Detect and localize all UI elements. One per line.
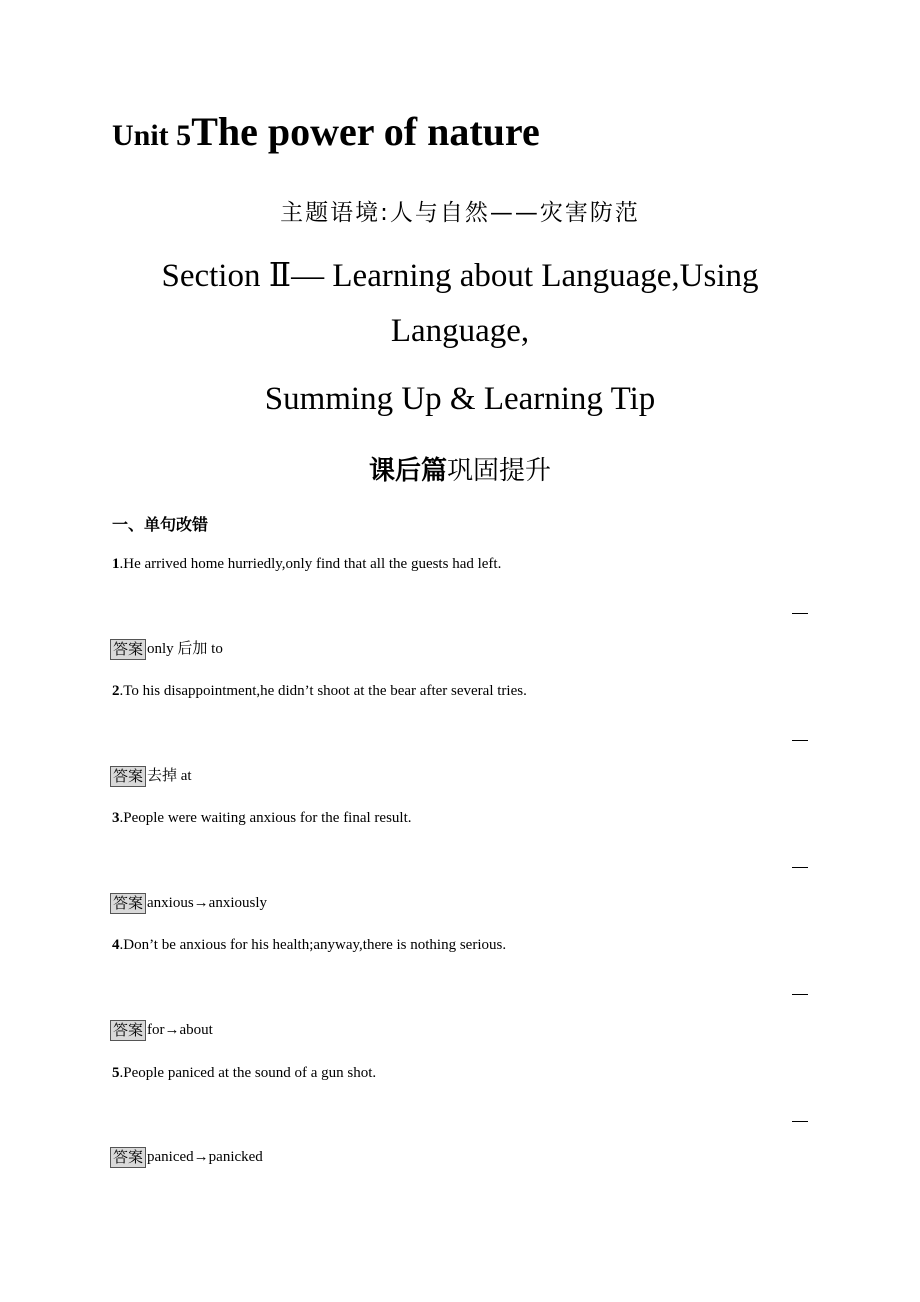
question-item [112, 557, 501, 572]
part-title: 一、单句改错 [112, 515, 209, 534]
exercise-heading-bold: 课后篇 [368, 456, 447, 486]
section-title-line-1: Section Ⅱ— Learning about Language,Using [161, 258, 759, 294]
answer-text: 去掉 at [147, 768, 192, 784]
answer-tag: 答案 [110, 639, 146, 660]
answer-text: only 后加 to [147, 641, 223, 657]
question-item [112, 1066, 376, 1081]
question-item [112, 938, 506, 953]
answer-row [110, 1020, 213, 1041]
question-text: .People were waiting anxious for the final result. [119, 810, 412, 826]
section-title-line-2: Language, [390, 313, 530, 349]
question-number: 5 [112, 1065, 120, 1081]
question-number: 2 [112, 683, 120, 699]
question-text: .To his disappointment,he didn’t shoot at the bear after several tries. [119, 683, 527, 699]
answer-blank-mark [792, 740, 808, 741]
answer-tag: 答案 [110, 893, 146, 914]
question-item [112, 811, 412, 826]
answer-blank-mark [792, 867, 808, 868]
answer-tag: 答案 [110, 1147, 146, 1168]
answer-text: for→about [147, 1022, 213, 1038]
question-text: .He arrived home hurriedly,only find that all the guests had left. [119, 556, 502, 572]
answer-row [110, 1147, 263, 1168]
answer-blank-mark [792, 1121, 808, 1122]
answer-text: anxious→anxiously [147, 895, 268, 911]
unit-title [112, 109, 540, 154]
answer-row [110, 766, 192, 787]
answer-blank-mark [792, 994, 808, 995]
answer-row [110, 639, 223, 660]
unit-number: Unit 5 [112, 119, 192, 152]
answer-blank-mark [792, 613, 808, 614]
answer-row [110, 893, 267, 914]
theme-context: 主题语境:人与自然——灾害防范 [280, 200, 640, 226]
question-item [112, 684, 527, 699]
answer-tag: 答案 [110, 766, 146, 787]
unit-name: The power of nature [191, 109, 540, 154]
exercise-heading-normal: 巩固提升 [447, 456, 552, 486]
question-number: 3 [112, 810, 120, 826]
answer-tag: 答案 [110, 1020, 146, 1041]
question-number: 4 [112, 937, 120, 953]
question-text: .People paniced at the sound of a gun shot. [119, 1065, 377, 1081]
question-text: .Don’t be anxious for his health;anyway,there is nothing serious. [119, 937, 507, 953]
answer-text: paniced→panicked [147, 1149, 263, 1165]
question-number: 1 [112, 556, 120, 572]
exercise-heading [0, 450, 920, 487]
section-title-line-3: Summing Up & Learning Tip [264, 381, 656, 417]
